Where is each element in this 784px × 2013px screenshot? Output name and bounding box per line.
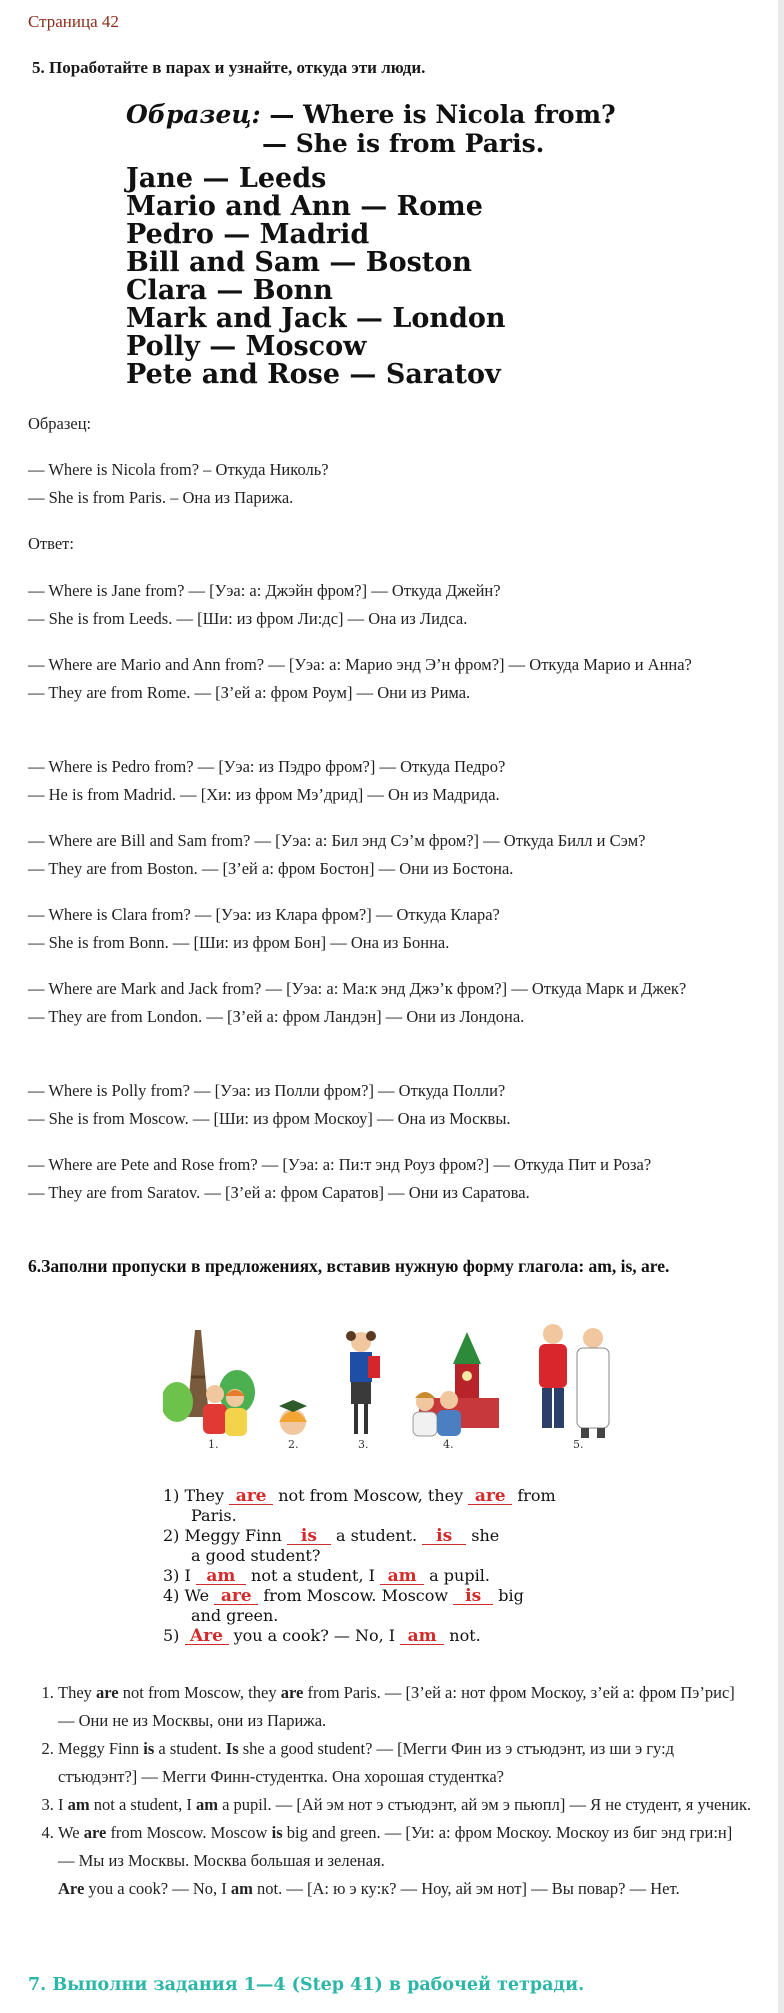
fill-answer: Are — [185, 1628, 229, 1645]
pair-item: Clara — Bonn — [126, 275, 333, 306]
example-answer: — She is from Paris. – Она из Парижа. — [28, 488, 294, 507]
pair-item: Pedro — Madrid — [126, 219, 370, 250]
dialog — [28, 753, 752, 809]
exercise-line: a good student? — [191, 1546, 321, 1565]
fill-answer: are — [214, 1588, 258, 1605]
exercise-line: 2) Meggy Finn is a student. is she — [163, 1526, 500, 1546]
dialog-question: — Where is Polly from? — [Уэа: из Полли фром?] — Откуда Полли? — [28, 1081, 506, 1100]
dialog-answer: — He is from Madrid. — [Хи: из фром Мэ’дрид] — Он из Мадрида. — [28, 785, 500, 804]
dialog-question: — Where are Mario and Ann from? — [Уэа: а: Марио энд Э’н фром?] — Откуда Марио и Анна? — [28, 655, 692, 674]
exercise-line: Paris. — [191, 1506, 237, 1525]
dialog — [28, 827, 752, 883]
obrazets-label: Образец: — [28, 414, 92, 433]
answer-item-5: Are you a cook? — No, I am not. — [А: ю э ку:к? — Ноу, ай эм нот] — Вы повар? — Нет. — [58, 1879, 680, 1898]
fill-answer: am — [400, 1628, 444, 1645]
dialog — [28, 651, 752, 707]
dialog-answer: — They are from London. — [З’ей а: фром Ландэн] — Они из Лондона. — [28, 1007, 525, 1026]
answer-item: 1. They are not from Moscow, they are from Paris. — [З’ей а: нот фром Москоу, з’ей а: фром Пэ’рис] — Они не из Москвы, они из Парижа. — [58, 1679, 752, 1735]
dialog-question: — Where are Mark and Jack from? — [Уэа: а: Ма:к энд Джэ’к фром?] — Откуда Марк и Джек? — [28, 979, 687, 998]
dialog-question: — Where are Bill and Sam from? — [Уэа: а: Бил энд Сэ’м фром?] — Откуда Билл и Сэм? — [28, 831, 646, 850]
pair-item: Bill and Sam — Boston — [126, 247, 472, 278]
pair-item: Polly — Moscow — [126, 331, 367, 362]
textbook-scan-block — [126, 100, 616, 389]
exercise-5-title: 5. Поработайте в парах и узнайте, откуда эти люди. — [32, 58, 426, 77]
example-question: — Where is Nicola from? – Откуда Николь? — [28, 460, 329, 479]
answers-list — [32, 1679, 752, 1903]
exercise-6-answers — [32, 1679, 752, 1903]
dialog — [28, 577, 752, 633]
exercise-6-title: 6.Заполни пропуски в предложениях, вставив нужную форму глагола: am, is, are. — [28, 1256, 670, 1276]
page-number: Страница 42 — [28, 12, 119, 31]
sample-question: — Where is Nicola from? — [269, 100, 616, 129]
dialog — [28, 1077, 752, 1133]
dialog-answer: — She is from Leeds. — [Ши: из фром Ли:дс] — Она из Лидса. — [28, 609, 468, 628]
dialog — [28, 901, 752, 957]
fill-answer: am — [380, 1568, 424, 1585]
schoolgirl-icon — [346, 1331, 380, 1434]
exercise-line: 3) I am not a student, I am a pupil. — [163, 1566, 490, 1586]
exercise-line: 1) They are not from Moscow, they are from — [163, 1486, 556, 1506]
people-illustration — [163, 1322, 623, 1452]
pair-item: Mario and Ann — Rome — [126, 191, 483, 222]
pair-item: Jane — Leeds — [126, 163, 327, 194]
answer-label: Ответ: — [28, 534, 74, 553]
dialog — [28, 975, 752, 1031]
dialog-answer: — They are from Saratov. — [З’ей а: фром Саратов] — Они из Саратова. — [28, 1183, 530, 1202]
fill-answer: is — [422, 1528, 466, 1545]
dialog — [28, 1151, 752, 1207]
fill-answer: is — [287, 1528, 331, 1545]
scrollbar[interactable] — [778, 0, 784, 2013]
answer-item: 3. I am not a student, I am a pupil. — [Ай эм нот э стъюдэнт, ай эм э пьюпл] — Я не студент, я ученик. — [58, 1791, 752, 1819]
sample-answer: — She is from Paris. — [262, 129, 545, 158]
pic-label: 4. — [443, 1438, 454, 1451]
sample-label: Образец: — [126, 100, 261, 129]
fill-answer: is — [453, 1588, 493, 1605]
pair-item: Pete and Rose — Saratov — [126, 359, 501, 390]
dialog-question: — Where is Jane from? — [Уэа: а: Джэйн фром?] — Откуда Джейн? — [28, 581, 501, 600]
dialog-question: — Where is Clara from? — [Уэа: из Клара фром?] — Откуда Клара? — [28, 905, 500, 924]
pic-label: 1. — [208, 1438, 219, 1451]
dialog-answer: — She is from Bonn. — [Ши: из фром Бон] — Она из Бонна. — [28, 933, 450, 952]
pic-label: 5. — [573, 1438, 584, 1451]
exercise-line: and green. — [191, 1606, 279, 1625]
fill-answer: am — [196, 1568, 246, 1585]
answer-item: 2. Meggy Finn is a student. Is she a good student? — [Мегги Фин из э стъюдэнт, из ши э гу:д стъюдэнт?] — Мегги Финн-студентка. Она хорошая студентка? — [58, 1735, 752, 1791]
pic-label: 2. — [288, 1438, 299, 1451]
exercise-line: 4) We are from Moscow. Moscow is big — [163, 1586, 524, 1606]
example-dialog — [28, 456, 752, 512]
graduate-icon — [279, 1400, 307, 1435]
man-red-sweater-icon — [539, 1324, 567, 1428]
dialog-answer: — She is from Moscow. — [Ши: из фром Москоу] — Она из Москвы. — [28, 1109, 511, 1128]
pair-item: Mark and Jack — London — [126, 303, 506, 334]
pic-label: 3. — [358, 1438, 369, 1451]
dialog-answer: — They are from Boston. — [З’ей а: фром Бостон] — Они из Бостона. — [28, 859, 514, 878]
fill-answer: are — [468, 1488, 512, 1505]
sample-line-1 — [126, 100, 616, 129]
dialog-question: — Where are Pete and Rose from? — [Уэа: а: Пи:т энд Роуз фром?] — Откуда Пит и Роза? — [28, 1155, 652, 1174]
dialog-answer: — They are from Rome. — [З’ей а: фром Роум] — Они из Рима. — [28, 683, 471, 702]
pairs-list — [126, 165, 616, 389]
fill-answer: are — [229, 1488, 273, 1505]
dialog-question: — Where is Pedro from? — [Уэа: из Пэдро фром?] — Откуда Педро? — [28, 757, 506, 776]
doctor-icon — [577, 1328, 609, 1438]
exercise-line: 5) Are you a cook? — No, I am not. — [163, 1626, 481, 1646]
answer-item: 4. We are from Moscow. Moscow is big and green. — [Уи: а: фром Москоу. Москоу из биг энд гри:н] — Мы из Москвы. Москва большая и зеленая. Are you a cook? — No, I am not. — [А: ю э ку:к? — Ноу, ай эм нот] — Вы повар? — Нет. — [58, 1819, 752, 1903]
exercise-7-title: 7. Выполни задания 1—4 (Step 41) в рабочей тетради. — [28, 1975, 585, 1995]
